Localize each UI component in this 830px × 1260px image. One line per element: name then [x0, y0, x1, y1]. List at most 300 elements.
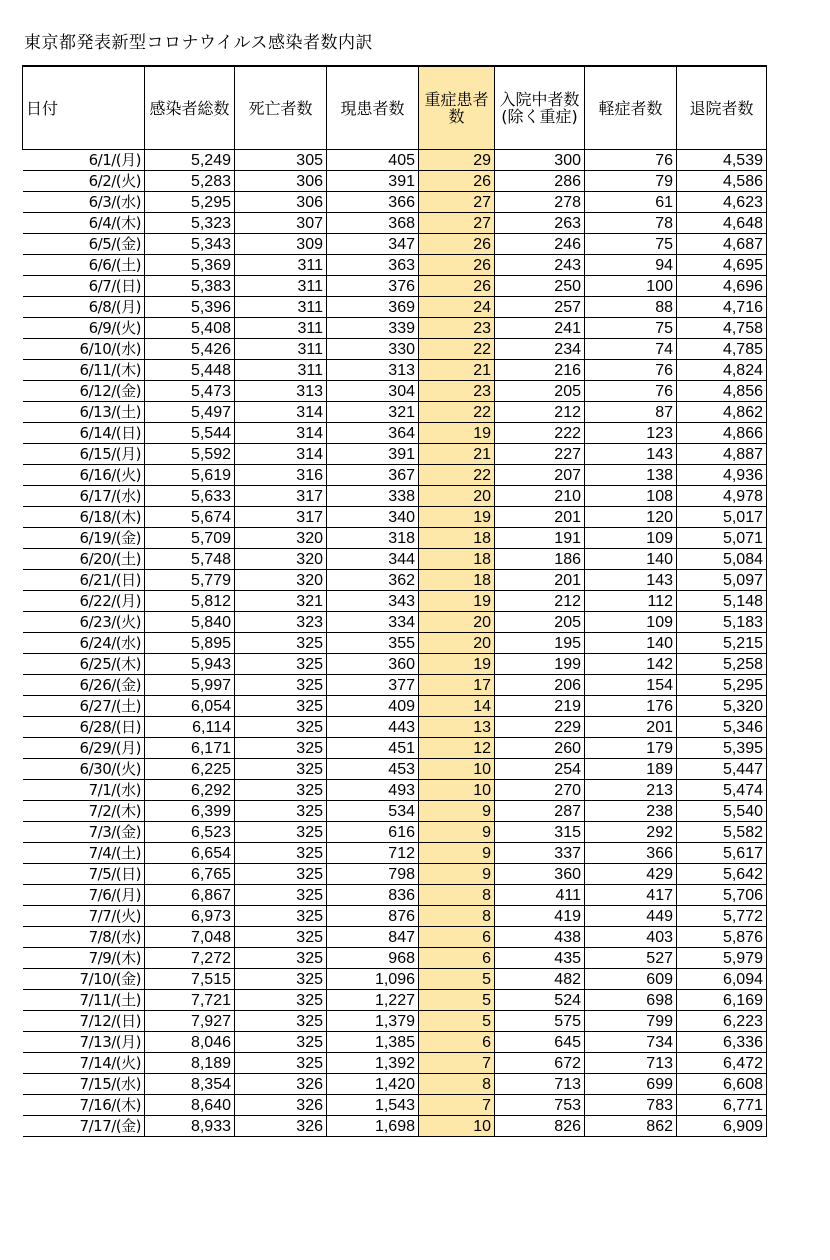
cell-date: 6/23/(火) [23, 612, 145, 633]
column-header-deaths: 死亡者数 [235, 66, 327, 150]
cell-deaths: 325 [235, 633, 327, 654]
table-body [23, 150, 767, 1137]
table-row [23, 234, 767, 255]
column-header-mild: 軽症者数 [585, 66, 677, 150]
cell-deaths: 311 [235, 360, 327, 381]
cell-discharged: 4,695 [677, 255, 767, 276]
cell-current-patients: 453 [327, 759, 419, 780]
cell-total-infected: 5,369 [145, 255, 235, 276]
cell-total-infected: 7,927 [145, 1011, 235, 1032]
cell-current-patients: 313 [327, 360, 419, 381]
cell-severe: 6 [419, 948, 495, 969]
cell-discharged: 5,447 [677, 759, 767, 780]
cell-mild: 109 [585, 612, 677, 633]
cell-severe: 20 [419, 633, 495, 654]
cell-date: 7/5/(日) [23, 864, 145, 885]
cell-discharged: 6,608 [677, 1074, 767, 1095]
cell-total-infected: 8,046 [145, 1032, 235, 1053]
cell-deaths: 323 [235, 612, 327, 633]
cell-discharged: 4,716 [677, 297, 767, 318]
cell-mild: 78 [585, 213, 677, 234]
cell-discharged: 5,320 [677, 696, 767, 717]
cell-discharged: 4,978 [677, 486, 767, 507]
cell-date: 6/27/(土) [23, 696, 145, 717]
cell-deaths: 325 [235, 822, 327, 843]
cell-date: 6/26/(金) [23, 675, 145, 696]
column-header-hospitalized: 入院中者数(除く重症) [495, 66, 585, 150]
cell-current-patients: 340 [327, 507, 419, 528]
table-row [23, 423, 767, 444]
table-row [23, 738, 767, 759]
cell-discharged: 5,071 [677, 528, 767, 549]
cell-current-patients: 968 [327, 948, 419, 969]
cell-mild: 140 [585, 633, 677, 654]
cell-hospitalized: 411 [495, 885, 585, 906]
cell-mild: 154 [585, 675, 677, 696]
cell-total-infected: 6,292 [145, 780, 235, 801]
cell-current-patients: 1,698 [327, 1116, 419, 1137]
cell-mild: 76 [585, 150, 677, 171]
cell-mild: 138 [585, 465, 677, 486]
cell-severe: 7 [419, 1053, 495, 1074]
cell-current-patients: 1,392 [327, 1053, 419, 1074]
cell-date: 6/18/(木) [23, 507, 145, 528]
cell-mild: 79 [585, 171, 677, 192]
table-row [23, 339, 767, 360]
cell-total-infected: 5,812 [145, 591, 235, 612]
header-row [23, 66, 767, 150]
cell-discharged: 6,223 [677, 1011, 767, 1032]
table-row [23, 696, 767, 717]
cell-mild: 76 [585, 360, 677, 381]
cell-severe: 13 [419, 717, 495, 738]
column-header-total-infected: 感染者総数 [145, 66, 235, 150]
cell-mild: 783 [585, 1095, 677, 1116]
cell-discharged: 4,862 [677, 402, 767, 423]
cell-severe: 9 [419, 801, 495, 822]
cell-deaths: 325 [235, 864, 327, 885]
cell-total-infected: 5,426 [145, 339, 235, 360]
cell-severe: 24 [419, 297, 495, 318]
cell-severe: 21 [419, 360, 495, 381]
cell-mild: 61 [585, 192, 677, 213]
table-row [23, 402, 767, 423]
cell-severe: 18 [419, 528, 495, 549]
cell-discharged: 4,866 [677, 423, 767, 444]
cell-hospitalized: 260 [495, 738, 585, 759]
table-row [23, 822, 767, 843]
cell-discharged: 5,540 [677, 801, 767, 822]
cell-severe: 12 [419, 738, 495, 759]
cell-date: 6/24/(水) [23, 633, 145, 654]
cell-hospitalized: 212 [495, 402, 585, 423]
cell-date: 7/7/(火) [23, 906, 145, 927]
cell-severe: 7 [419, 1095, 495, 1116]
cell-severe: 5 [419, 990, 495, 1011]
cell-hospitalized: 250 [495, 276, 585, 297]
cell-deaths: 325 [235, 969, 327, 990]
cell-mild: 698 [585, 990, 677, 1011]
cell-current-patients: 876 [327, 906, 419, 927]
table-row [23, 633, 767, 654]
cell-date: 7/2/(木) [23, 801, 145, 822]
cell-severe: 8 [419, 885, 495, 906]
cell-mild: 76 [585, 381, 677, 402]
cell-hospitalized: 263 [495, 213, 585, 234]
cell-hospitalized: 300 [495, 150, 585, 171]
cell-total-infected: 5,709 [145, 528, 235, 549]
cell-mild: 292 [585, 822, 677, 843]
table-row [23, 717, 767, 738]
column-header-severe: 重症患者数 [419, 66, 495, 150]
cell-mild: 449 [585, 906, 677, 927]
cell-current-patients: 304 [327, 381, 419, 402]
cell-date: 6/10/(水) [23, 339, 145, 360]
cell-deaths: 321 [235, 591, 327, 612]
cell-deaths: 316 [235, 465, 327, 486]
cell-mild: 140 [585, 549, 677, 570]
cell-deaths: 325 [235, 927, 327, 948]
table-row [23, 255, 767, 276]
cell-date: 6/17/(水) [23, 486, 145, 507]
cell-mild: 75 [585, 318, 677, 339]
table-row [23, 276, 767, 297]
cell-deaths: 325 [235, 906, 327, 927]
cell-hospitalized: 482 [495, 969, 585, 990]
cell-current-patients: 347 [327, 234, 419, 255]
cell-total-infected: 5,592 [145, 444, 235, 465]
cell-severe: 18 [419, 549, 495, 570]
cell-discharged: 5,017 [677, 507, 767, 528]
cell-hospitalized: 219 [495, 696, 585, 717]
cell-current-patients: 377 [327, 675, 419, 696]
cell-severe: 27 [419, 213, 495, 234]
cell-current-patients: 405 [327, 150, 419, 171]
table-row [23, 213, 767, 234]
cell-mild: 142 [585, 654, 677, 675]
cell-current-patients: 391 [327, 444, 419, 465]
cell-current-patients: 1,227 [327, 990, 419, 1011]
cell-date: 6/19/(金) [23, 528, 145, 549]
table-row [23, 1053, 767, 1074]
cell-hospitalized: 254 [495, 759, 585, 780]
cell-severe: 6 [419, 1032, 495, 1053]
cell-deaths: 325 [235, 885, 327, 906]
cell-severe: 9 [419, 843, 495, 864]
cell-total-infected: 7,048 [145, 927, 235, 948]
cell-deaths: 320 [235, 528, 327, 549]
cell-date: 7/1/(水) [23, 780, 145, 801]
cell-severe: 19 [419, 591, 495, 612]
table-row [23, 654, 767, 675]
cell-deaths: 325 [235, 948, 327, 969]
cell-date: 6/7/(日) [23, 276, 145, 297]
cell-current-patients: 339 [327, 318, 419, 339]
cell-total-infected: 6,114 [145, 717, 235, 738]
cell-mild: 734 [585, 1032, 677, 1053]
cell-date: 6/20/(土) [23, 549, 145, 570]
table-row [23, 675, 767, 696]
cell-date: 7/8/(水) [23, 927, 145, 948]
cell-current-patients: 330 [327, 339, 419, 360]
cell-severe: 18 [419, 570, 495, 591]
cell-severe: 10 [419, 780, 495, 801]
cell-date: 6/30/(火) [23, 759, 145, 780]
cell-total-infected: 8,933 [145, 1116, 235, 1137]
cell-current-patients: 344 [327, 549, 419, 570]
cell-total-infected: 5,619 [145, 465, 235, 486]
cell-deaths: 325 [235, 990, 327, 1011]
cell-total-infected: 7,515 [145, 969, 235, 990]
cell-severe: 5 [419, 969, 495, 990]
cell-date: 6/28/(日) [23, 717, 145, 738]
cell-current-patients: 1,379 [327, 1011, 419, 1032]
table-row [23, 381, 767, 402]
cell-mild: 799 [585, 1011, 677, 1032]
cell-total-infected: 5,295 [145, 192, 235, 213]
cell-hospitalized: 524 [495, 990, 585, 1011]
cell-total-infected: 8,640 [145, 1095, 235, 1116]
cell-mild: 143 [585, 570, 677, 591]
cell-deaths: 311 [235, 318, 327, 339]
cell-severe: 19 [419, 654, 495, 675]
table-row [23, 1095, 767, 1116]
cell-mild: 527 [585, 948, 677, 969]
cell-date: 7/14/(火) [23, 1053, 145, 1074]
cell-severe: 17 [419, 675, 495, 696]
table-row [23, 549, 767, 570]
table-row [23, 486, 767, 507]
cell-discharged: 6,169 [677, 990, 767, 1011]
cell-discharged: 4,648 [677, 213, 767, 234]
cell-total-infected: 8,189 [145, 1053, 235, 1074]
cell-mild: 189 [585, 759, 677, 780]
cell-mild: 74 [585, 339, 677, 360]
cell-mild: 176 [585, 696, 677, 717]
cell-date: 6/15/(月) [23, 444, 145, 465]
table-row [23, 192, 767, 213]
cell-hospitalized: 243 [495, 255, 585, 276]
cell-total-infected: 5,674 [145, 507, 235, 528]
cell-current-patients: 360 [327, 654, 419, 675]
cell-deaths: 325 [235, 1053, 327, 1074]
cell-severe: 22 [419, 465, 495, 486]
cell-current-patients: 409 [327, 696, 419, 717]
cell-hospitalized: 287 [495, 801, 585, 822]
table-row [23, 360, 767, 381]
cell-total-infected: 5,473 [145, 381, 235, 402]
cell-current-patients: 847 [327, 927, 419, 948]
cell-hospitalized: 435 [495, 948, 585, 969]
cell-current-patients: 369 [327, 297, 419, 318]
cell-total-infected: 5,383 [145, 276, 235, 297]
cell-current-patients: 451 [327, 738, 419, 759]
cell-date: 7/17/(金) [23, 1116, 145, 1137]
cell-total-infected: 7,272 [145, 948, 235, 969]
cell-deaths: 326 [235, 1095, 327, 1116]
column-header-discharged: 退院者数 [677, 66, 767, 150]
cell-deaths: 317 [235, 486, 327, 507]
cell-total-infected: 5,396 [145, 297, 235, 318]
cell-date: 6/9/(火) [23, 318, 145, 339]
cell-current-patients: 321 [327, 402, 419, 423]
cell-current-patients: 343 [327, 591, 419, 612]
table-row [23, 801, 767, 822]
cell-discharged: 5,772 [677, 906, 767, 927]
cell-mild: 143 [585, 444, 677, 465]
cell-mild: 75 [585, 234, 677, 255]
cell-date: 6/8/(月) [23, 297, 145, 318]
cell-mild: 87 [585, 402, 677, 423]
cell-current-patients: 367 [327, 465, 419, 486]
cell-severe: 26 [419, 255, 495, 276]
cell-current-patients: 355 [327, 633, 419, 654]
cell-total-infected: 6,765 [145, 864, 235, 885]
cell-total-infected: 6,973 [145, 906, 235, 927]
table-row [23, 171, 767, 192]
cell-current-patients: 368 [327, 213, 419, 234]
cell-hospitalized: 360 [495, 864, 585, 885]
cell-current-patients: 493 [327, 780, 419, 801]
cell-severe: 8 [419, 906, 495, 927]
cell-discharged: 5,474 [677, 780, 767, 801]
cell-mild: 108 [585, 486, 677, 507]
cell-hospitalized: 438 [495, 927, 585, 948]
page-title: 東京都発表新型コロナウイルス感染者数内訳 [24, 33, 373, 53]
table-row [23, 318, 767, 339]
cell-date: 6/1/(月) [23, 150, 145, 171]
cell-total-infected: 5,448 [145, 360, 235, 381]
cell-mild: 112 [585, 591, 677, 612]
cell-total-infected: 6,654 [145, 843, 235, 864]
cell-deaths: 325 [235, 696, 327, 717]
cell-mild: 417 [585, 885, 677, 906]
cell-discharged: 5,183 [677, 612, 767, 633]
cell-discharged: 5,395 [677, 738, 767, 759]
cell-severe: 19 [419, 423, 495, 444]
cell-severe: 21 [419, 444, 495, 465]
cell-deaths: 325 [235, 780, 327, 801]
cell-severe: 26 [419, 276, 495, 297]
table-row [23, 927, 767, 948]
cell-date: 6/21/(日) [23, 570, 145, 591]
cell-total-infected: 6,225 [145, 759, 235, 780]
cell-hospitalized: 645 [495, 1032, 585, 1053]
cell-discharged: 5,979 [677, 948, 767, 969]
cell-total-infected: 6,399 [145, 801, 235, 822]
table-row [23, 1011, 767, 1032]
cell-discharged: 4,687 [677, 234, 767, 255]
cell-total-infected: 5,497 [145, 402, 235, 423]
cell-severe: 9 [419, 822, 495, 843]
table-row [23, 150, 767, 171]
cell-deaths: 325 [235, 675, 327, 696]
cell-total-infected: 7,721 [145, 990, 235, 1011]
cell-hospitalized: 191 [495, 528, 585, 549]
cell-hospitalized: 206 [495, 675, 585, 696]
cell-hospitalized: 246 [495, 234, 585, 255]
cell-date: 6/4/(木) [23, 213, 145, 234]
cell-mild: 699 [585, 1074, 677, 1095]
cell-total-infected: 5,343 [145, 234, 235, 255]
cell-current-patients: 443 [327, 717, 419, 738]
cell-severe: 5 [419, 1011, 495, 1032]
cell-date: 7/9/(木) [23, 948, 145, 969]
cell-date: 6/6/(土) [23, 255, 145, 276]
cell-deaths: 311 [235, 339, 327, 360]
cell-hospitalized: 337 [495, 843, 585, 864]
cell-discharged: 4,824 [677, 360, 767, 381]
cell-discharged: 4,623 [677, 192, 767, 213]
cell-hospitalized: 205 [495, 612, 585, 633]
cell-date: 6/5/(金) [23, 234, 145, 255]
cell-discharged: 5,258 [677, 654, 767, 675]
cell-total-infected: 5,840 [145, 612, 235, 633]
cell-total-infected: 5,748 [145, 549, 235, 570]
cell-deaths: 314 [235, 402, 327, 423]
cell-deaths: 320 [235, 570, 327, 591]
cell-mild: 179 [585, 738, 677, 759]
cell-discharged: 4,887 [677, 444, 767, 465]
cell-hospitalized: 234 [495, 339, 585, 360]
cell-deaths: 307 [235, 213, 327, 234]
cell-severe: 20 [419, 486, 495, 507]
table-row [23, 465, 767, 486]
cell-deaths: 311 [235, 276, 327, 297]
cell-severe: 14 [419, 696, 495, 717]
cell-current-patients: 1,385 [327, 1032, 419, 1053]
table-row [23, 591, 767, 612]
table-row [23, 612, 767, 633]
cell-severe: 8 [419, 1074, 495, 1095]
cell-current-patients: 338 [327, 486, 419, 507]
cell-total-infected: 5,943 [145, 654, 235, 675]
cell-current-patients: 616 [327, 822, 419, 843]
table-row [23, 1032, 767, 1053]
cell-total-infected: 5,779 [145, 570, 235, 591]
cell-deaths: 325 [235, 717, 327, 738]
cell-current-patients: 318 [327, 528, 419, 549]
cell-total-infected: 5,633 [145, 486, 235, 507]
cell-discharged: 4,696 [677, 276, 767, 297]
cell-current-patients: 334 [327, 612, 419, 633]
cell-deaths: 325 [235, 738, 327, 759]
cell-discharged: 5,215 [677, 633, 767, 654]
cell-severe: 19 [419, 507, 495, 528]
table-row [23, 570, 767, 591]
cell-hospitalized: 672 [495, 1053, 585, 1074]
cell-mild: 88 [585, 297, 677, 318]
cell-hospitalized: 753 [495, 1095, 585, 1116]
cell-deaths: 313 [235, 381, 327, 402]
cell-deaths: 306 [235, 192, 327, 213]
cell-hospitalized: 315 [495, 822, 585, 843]
table-row [23, 948, 767, 969]
table-row [23, 759, 767, 780]
cell-mild: 100 [585, 276, 677, 297]
cell-hospitalized: 713 [495, 1074, 585, 1095]
cell-discharged: 5,642 [677, 864, 767, 885]
cell-date: 6/11/(木) [23, 360, 145, 381]
cell-deaths: 305 [235, 150, 327, 171]
cell-deaths: 311 [235, 297, 327, 318]
column-header-date: 日付 [23, 66, 145, 150]
cell-total-infected: 5,544 [145, 423, 235, 444]
cell-mild: 123 [585, 423, 677, 444]
cell-hospitalized: 222 [495, 423, 585, 444]
cell-date: 6/14/(日) [23, 423, 145, 444]
table-row [23, 969, 767, 990]
